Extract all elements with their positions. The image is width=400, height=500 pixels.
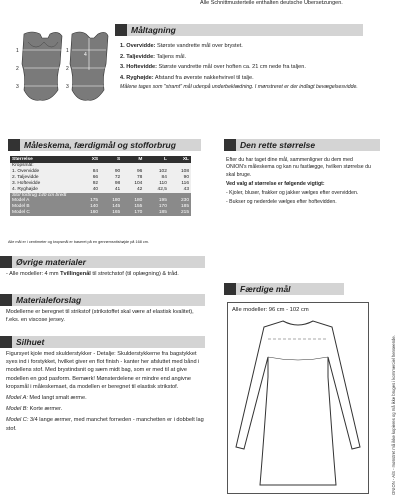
table-header-row: Størrelse XS S M L XL [12,157,189,162]
maaltagning-header [115,24,363,36]
silhuet-paragraph: Figursyet kjole med skulderstykker - Detalje: Skulderstykkerne fra bagstykket syes ind i forstykket, hvilket giver en flot finish - kanter her afsluttet med bånd i modellens stof. Med brystindsnit og sæm midt bag, som er med til at give modellen en god pasform. Bemærk! Mønsterdelene er mindre end angivne kropsmål i måleskemaet, da modellen er beregnet til elastisk strikstof. [6,351,200,390]
figure-label: 4 [84,52,87,58]
body-measure-figure [10,24,110,124]
section-title: Måltagning [131,25,176,35]
section-title: Materialeforslag [16,295,82,305]
measurement-list [120,41,370,92]
figure-label: 2 [16,66,19,72]
bullet-icon [224,139,236,151]
section-title: Den rette størrelse [240,140,316,150]
model-line: Model A: Med langt smalt ærme. [6,395,87,402]
top-note: Alle Schnittmusterteile enthalten deutsche Übersetzungen. [200,0,343,6]
section-title: Øvrige materialer [16,257,86,267]
dress-illustration [228,317,368,492]
figure-label: 2 [66,66,69,72]
bullet-icon [0,256,12,268]
silhuet-header [0,336,205,348]
rette-text [226,157,374,209]
measurement-note: Målene tages som "stramt" mål udenpå underbeklædning. I mønstreret er der indlagt bevægelsesvidde. [120,84,358,91]
bullet-icon [224,283,236,295]
faerdig-box [227,302,369,494]
bullet-icon [0,336,12,348]
figure-label: 1 [66,48,69,54]
table-row: 1. Overvidde 84 90 96 102 108 [12,168,189,174]
rette-intro: Efter du har taget dine mål, sammenligner du dem med ONION's måleskema og kan nu fastlægge, hvilken størrelse du skal bruge. [226,157,371,178]
maaleskema-header [8,139,201,151]
table-row: Model C 160 165 170 185 215 [12,210,189,216]
faerdig-header [224,283,344,295]
measurement-item: 3. Hoftevidde: Største vandrette mål over hoften ca. 21 cm nede fra taljen. [120,64,306,71]
rette-bullet: - Kjoler, bluser, frakker og jakker vælges efter overvidden. [226,190,359,197]
table-row: 3. Hoftevidde 92 98 104 110 116 [12,180,189,186]
table-row: Model B 140 145 155 170 185 [12,204,189,210]
silhuet-text [6,350,204,436]
measurement-item: 1. Overvidde: Største vandrette mål over brystet. [120,43,243,49]
bullet-icon [8,139,20,151]
section-title: Måleskema, færdigmål og stofforbrug [24,140,176,150]
bullet-icon [115,24,127,36]
ovrige-header [0,256,205,268]
bullet-icon [0,294,12,306]
size-table [10,156,191,216]
copyright-side-text: ONION - A/S - mønstret må ikke kopieres og må ikke bruges i kommerciel henseende. [391,335,396,495]
table-row: 2. Taljevidde 66 72 78 84 90 [12,174,189,180]
figure-label: 1 [16,48,19,54]
figure-label: 3 [66,84,69,90]
measurement-item: 2. Taljevidde: Taljens mål. [120,53,187,60]
table-row: 4. Ryghøjde 40 41 42 42,5 43 [12,186,189,192]
table-row: Kropsmål: [10,163,191,169]
section-title: Silhuet [16,337,45,347]
faerdig-label: Alle modeller: 96 cm - 102 cm [232,307,309,313]
table-note: Alle mål er i centimeter og kropsmål er baseret på en gennemsnitshøjde på 168 cm. [8,240,149,244]
model-line: Model B: Korte ærmer. [6,406,63,413]
table-row: Stof forbrug 140 cm bredt [10,193,191,199]
table-row: Model A 175 180 180 195 230 [12,198,189,204]
materiale-text: Modellerne er beregnet til strikstof (strikstoffet skal være af elastisk kvalitet), f.eks. en viscose jersey. [6,309,194,323]
materiale-header [0,294,205,306]
measurement-item: 4. Ryghøjde: Afstand fra øverste nakkehvirvel til talje. [120,74,254,81]
rette-header [224,139,380,151]
rette-bold: Ved valg af størrelse er følgende vigtigt: [226,180,325,187]
model-line: Model C: 3/4 lange ærmer, med manchet forneden - manchetten er i dobbelt lag stof. [6,417,204,432]
rette-bullet: - Bukser og nederdele vælges efter hoftevidden. [226,199,337,206]
section-title: Færdige mål [240,284,291,294]
figure-label: 3 [16,84,19,90]
ovrige-text: - Alle modeller: 4 mm Tvillingenål til stretchstof (til oplægning) & tråd. [6,271,179,277]
